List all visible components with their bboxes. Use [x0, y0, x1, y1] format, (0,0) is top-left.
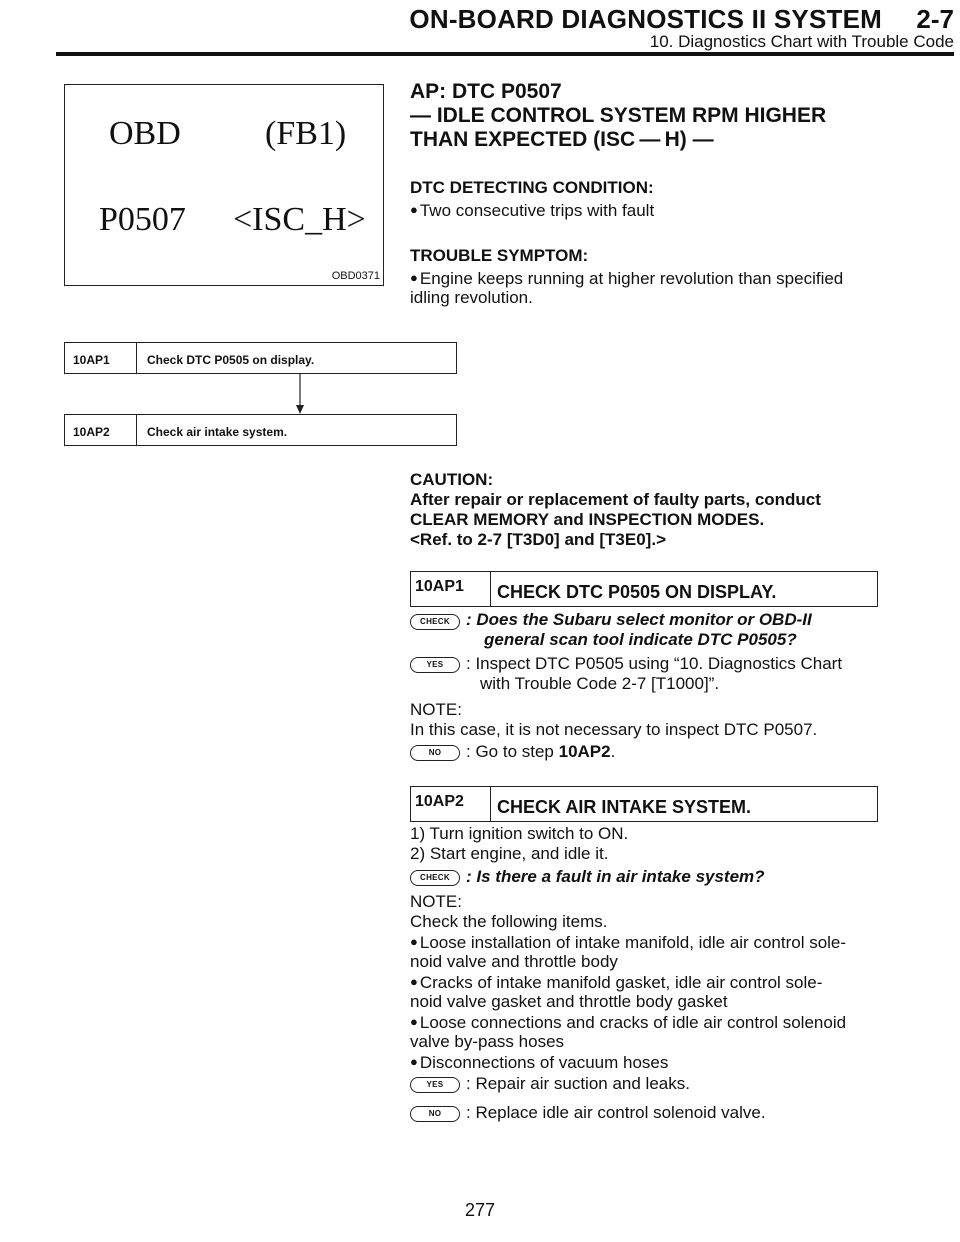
yes-badge-icon: YES [410, 1077, 460, 1093]
flow-step-2 [64, 414, 457, 446]
step-header-10ap2 [410, 786, 878, 822]
obd-display-figure [64, 84, 384, 286]
list-item-cont: noid valve gasket and throttle body gasket [410, 992, 728, 1011]
list-item-cont: noid valve and throttle body [410, 952, 618, 971]
flow-step-id: 10AP2 [65, 415, 137, 445]
trouble-symptom-item: ● Engine keeps running at higher revolution than specified [410, 269, 844, 288]
note-label: NOTE: [410, 700, 462, 719]
figure-code-text: P0507 [99, 201, 186, 238]
step-link-10ap2: 10AP2 [558, 742, 611, 761]
step-id: 10AP1 [411, 572, 491, 606]
note-label: NOTE: [410, 892, 462, 911]
page-header-title: ON-BOARD DIAGNOSTICS II SYSTEM [409, 4, 882, 34]
yes-action: : Inspect DTC P0505 using “10. Diagnostics Chart [466, 654, 843, 673]
figure-fb1-text: (FB1) [265, 115, 347, 152]
step-title: CHECK DTC P0505 ON DISPLAY. [497, 582, 777, 602]
list-item-cont: valve by-pass hoses [410, 1032, 565, 1051]
check-question: : Is there a fault in air intake system? [466, 867, 765, 886]
figure-obd-text: OBD [109, 115, 181, 152]
caution-label: CAUTION: [410, 470, 494, 489]
detecting-condition-label: DTC DETECTING CONDITION: [410, 178, 654, 197]
caution-line: CLEAR MEMORY and INSPECTION MODES. [410, 510, 765, 529]
section-title [410, 80, 826, 152]
bullet-icon: ● [410, 974, 418, 989]
figure-isc-text: <ISC_H> [233, 201, 366, 238]
section-number: 2-7 [916, 4, 954, 34]
step-header-10ap1 [410, 571, 878, 607]
caution-line: After repair or replacement of faulty parts, conduct [410, 490, 821, 509]
no-badge-icon: NO [410, 1106, 460, 1122]
flow-step-1 [64, 342, 457, 374]
section-title-line: — IDLE CONTROL SYSTEM RPM HIGHER [410, 104, 827, 127]
check-question: : Does the Subaru select monitor or OBD-II [466, 610, 812, 629]
list-item: ● Loose connections and cracks of idle air control solenoid [410, 1013, 847, 1032]
flow-step-id: 10AP1 [65, 343, 137, 373]
check-question-cont: general scan tool indicate DTC P0505? [484, 630, 797, 649]
procedure-step: 1) Turn ignition switch to ON. [410, 824, 629, 843]
caution-ref: <Ref. to 2-7 [T3D0] and [T3E0].> [410, 530, 666, 549]
no-action: : Go to step 10AP2. [466, 742, 616, 761]
list-item: ● Cracks of intake manifold gasket, idle air control sole- [410, 973, 823, 992]
flow-step-label: Check DTC P0505 on display. [147, 353, 315, 367]
flow-step-label: Check air intake system. [147, 425, 288, 439]
yes-badge-icon: YES [410, 657, 460, 673]
bullet-icon: ● [410, 1054, 418, 1069]
no-badge-icon: NO [410, 745, 460, 761]
note-text: In this case, it is not necessary to inspect DTC P0507. [410, 720, 818, 739]
bullet-icon: ● [410, 270, 418, 285]
check-badge-icon: CHECK [410, 870, 460, 886]
flow-arrow-icon [294, 374, 306, 414]
page-header-subtitle: 10. Diagnostics Chart with Trouble Code [649, 32, 954, 51]
step-id: 10AP2 [411, 787, 491, 821]
trouble-symptom-item-cont: idling revolution. [410, 288, 533, 307]
figure-caption: OBD0371 [331, 270, 380, 282]
header-rule [56, 52, 954, 56]
bullet-icon: ● [410, 1014, 418, 1029]
list-item: ● Disconnections of vacuum hoses [410, 1053, 669, 1072]
caution-block [410, 470, 821, 550]
bullet-icon: ● [410, 934, 418, 949]
bullet-icon: ● [410, 202, 418, 217]
detecting-condition-item: ● Two consecutive trips with fault [410, 201, 655, 220]
procedure-step: 2) Start engine, and idle it. [410, 844, 609, 863]
check-badge-icon: CHECK [410, 614, 460, 630]
note-text: Check the following items. [410, 912, 608, 931]
section-title-line: AP: DTC P0507 [410, 80, 562, 103]
list-item: ● Loose installation of intake manifold, idle air control sole- [410, 933, 847, 952]
yes-action: : Repair air suction and leaks. [466, 1074, 690, 1093]
yes-action-cont: with Trouble Code 2-7 [T1000]”. [480, 674, 720, 693]
no-action: : Replace idle air control solenoid valve. [466, 1103, 766, 1122]
trouble-symptom-label: TROUBLE SYMPTOM: [410, 246, 589, 265]
step-title: CHECK AIR INTAKE SYSTEM. [497, 797, 752, 817]
page-number: 277 [464, 1200, 496, 1220]
section-title-line: THAN EXPECTED (ISC — H) — [410, 128, 714, 151]
